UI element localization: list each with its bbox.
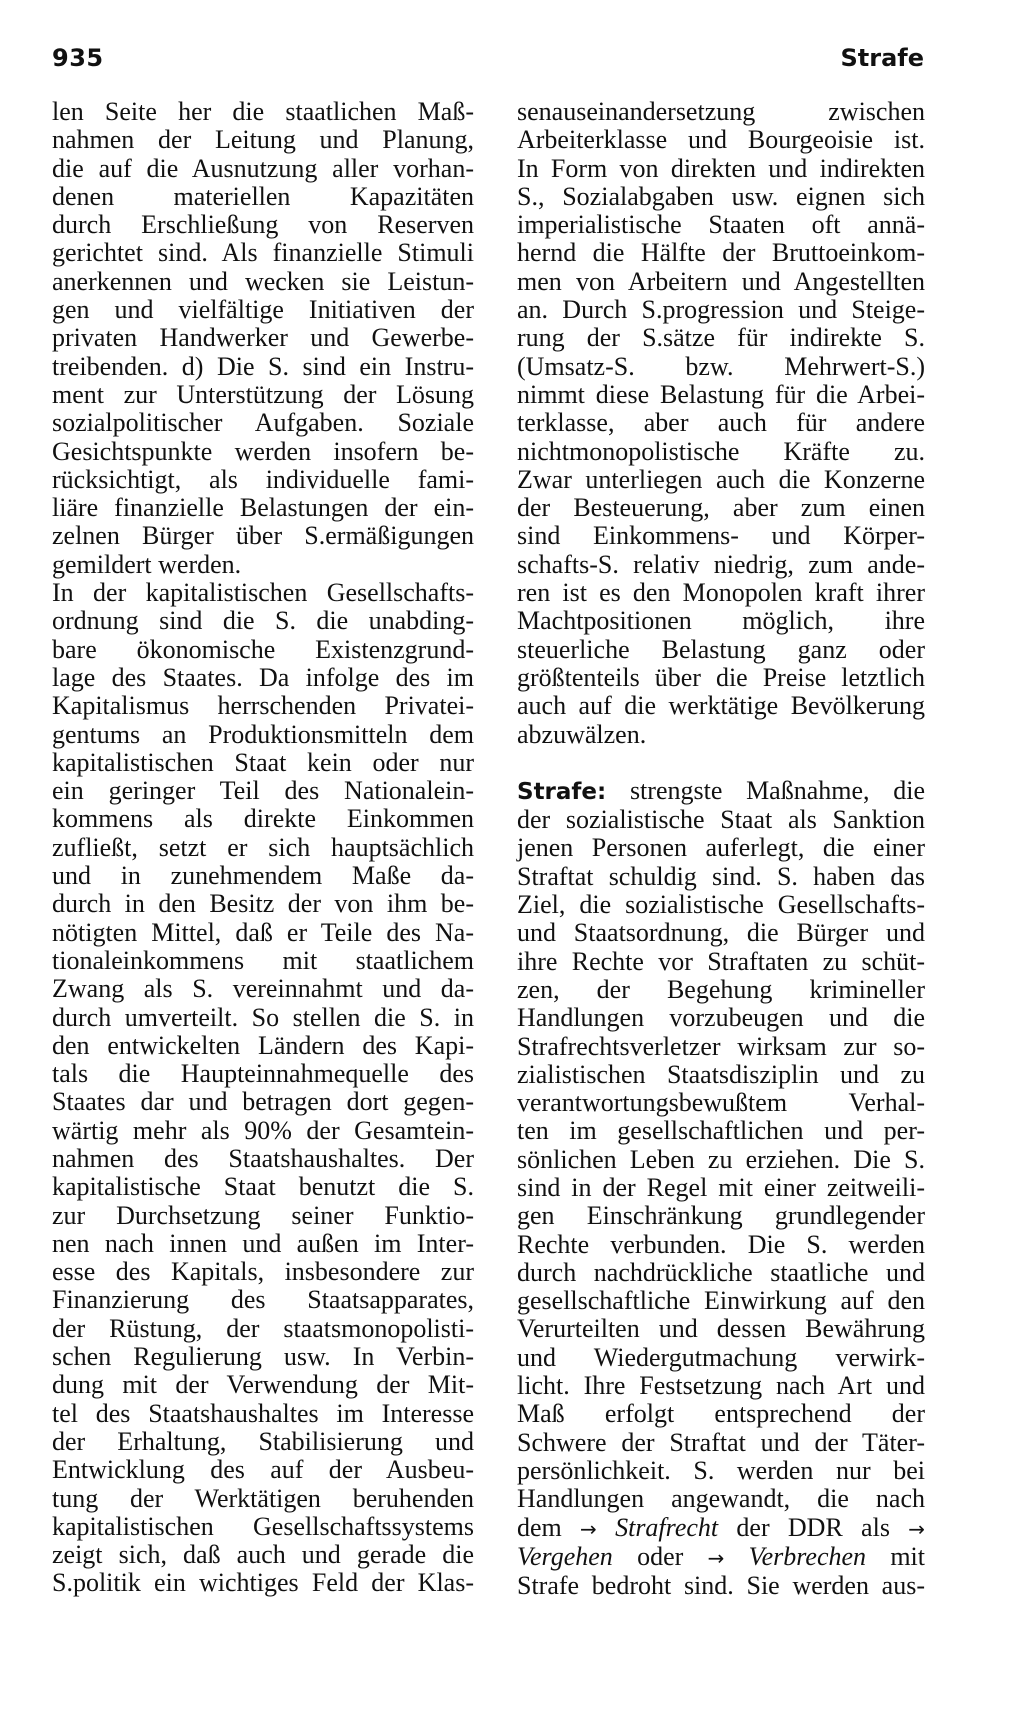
entry-last-line: Strafe bedroht sind. Sie werden aus- (517, 1571, 925, 1601)
text-line: der Erhaltung, Stabilisierung und (52, 1426, 474, 1456)
text-line: Verurteilten und dessen Bewährung (517, 1314, 925, 1344)
text-line: sind in der Regel mit einer zeitweili- (517, 1172, 925, 1202)
text-line: dung mit der Verwendung der Mit- (52, 1370, 474, 1400)
text-line: durch umverteilt. So stellen die S. in (52, 1002, 474, 1032)
text-line: verantwortungsbewußtem Verhal- (517, 1088, 925, 1118)
text-line: privaten Handwerker und Gewerbe- (52, 323, 474, 353)
text-line: nötigten Mittel, daß er Teile des Na- (52, 917, 474, 947)
text-line: größtenteils über die Preise letztlich (517, 662, 925, 692)
text-line: abzuwälzen. (517, 719, 647, 749)
text-line: nahmen des Staatshaushaltes. Der (52, 1143, 474, 1173)
text-line: rücksichtigt, als individuelle fami- (52, 464, 474, 494)
text-line: tals die Haupteinnahmequelle des (52, 1059, 474, 1089)
left-column (52, 98, 474, 1598)
entry-first-line-text: strengste Maßnahme, die (606, 775, 925, 805)
entry-body (517, 806, 925, 1513)
text-line: Ziel, die sozialistische Gesellschafts- (517, 890, 925, 920)
text-line: Schwere der Straftat und der Täter- (517, 1427, 925, 1457)
text-line: zelnen Bürger über S.ermäßigungen (52, 521, 474, 551)
arrow-icon: → (707, 1545, 725, 1570)
text-line: Kapitalismus herrschenden Privatei- (52, 691, 474, 721)
text-line: S., Sozialabgaben usw. eignen sich (517, 181, 925, 211)
text-line: Zwang als S. vereinnahmt und da- (52, 974, 474, 1004)
text-line: durch in den Besitz der von ihm be- (52, 889, 474, 919)
xref-vergehen[interactable]: Vergehen (517, 1541, 613, 1571)
text-line: terklasse, aber auch für andere (517, 408, 925, 438)
text-line: liäre finanzielle Belastungen der ein- (52, 493, 474, 523)
text-line: tel des Staatshaushaltes im Interesse (52, 1398, 474, 1428)
right-column-continuation (517, 98, 925, 749)
text-line: ordnung sind die S. die unabding- (52, 606, 474, 636)
text-line: und Wiedergutmachung verwirk- (517, 1342, 925, 1372)
text-line: denen materiellen Kapazitäten (52, 181, 474, 211)
text-line: anerkennen und wecken sie Leistun- (52, 266, 474, 296)
text-line: Straftat schuldig sind. S. haben das (517, 861, 925, 891)
cross-reference-line-2 (517, 1543, 925, 1572)
text-line: durch nachdrückliche staatliche und (517, 1257, 925, 1287)
text-line: gemildert werden. (52, 549, 242, 579)
text-line: der Rüstung, der staatsmonopolisti- (52, 1313, 474, 1343)
page-header (52, 44, 924, 84)
text-line: kommens als direkte Einkommen (52, 804, 474, 834)
text-line: nen nach innen und außen im Inter- (52, 1228, 474, 1258)
text-line: den entwickelten Ländern des Kapi- (52, 1030, 474, 1060)
text-line: sönlichen Leben zu erziehen. Die S. (517, 1144, 925, 1174)
entry-gap (517, 749, 925, 777)
text-line: auch auf die werktätige Bevölkerung (517, 691, 925, 721)
text-line: durch Erschließung von Reserven (52, 210, 474, 240)
text-line: Gesichtspunkte werden insofern be- (52, 436, 474, 466)
text-line: Entwicklung des auf der Ausbeu- (52, 1455, 474, 1485)
text-line: tung der Werktätigen beruhenden (52, 1483, 474, 1513)
text-line: lage des Staates. Da infolge des im (52, 662, 474, 692)
xref-text: dem (517, 1512, 581, 1542)
text-line: wärtig mehr als 90% der Gesamtein- (52, 1115, 474, 1145)
text-line: gentums an Produktionsmitteln dem (52, 719, 474, 749)
right-column (517, 98, 925, 1600)
arrow-icon: → (580, 1516, 597, 1541)
text-line: men von Arbeitern und Angestellten (517, 266, 925, 296)
text-line: kapitalistische Staat benutzt die S. (52, 1172, 474, 1202)
text-line: nichtmonopolistische Kräfte zu. (517, 436, 925, 466)
text-line: ment zur Unterstützung der Lösung (52, 379, 474, 409)
text-line: Handlungen vorzubeugen und die (517, 1003, 925, 1033)
entry-lemma: Strafe: (517, 778, 607, 805)
text-line: imperialistische Staaten oft annä- (517, 210, 925, 240)
text-line: steuerliche Belastung ganz oder (517, 634, 925, 664)
text-line: Strafrechtsverletzer wirksam zur so- (517, 1031, 925, 1061)
text-line: gen Einschränkung grundlegender (517, 1201, 925, 1231)
text-line: zeigt sich, daß auch und gerade die (52, 1540, 474, 1570)
text-line: zur Durchsetzung seiner Funktio- (52, 1200, 474, 1230)
text-line: kapitalistischen Gesellschaftssystems (52, 1511, 474, 1541)
text-line: gerichtet sind. Als finanzielle Stimuli (52, 238, 474, 268)
text-line: persönlichkeit. S. werden nur bei (517, 1455, 925, 1485)
text-line: nimmt diese Belastung für die Arbei- (517, 379, 925, 409)
text-line: esse des Kapitals, insbesondere zur (52, 1257, 474, 1287)
text-line: tionaleinkommens mit staatlichem (52, 945, 474, 975)
text-line: sozialpolitischer Aufgaben. Soziale (52, 408, 474, 438)
entry-first-line (517, 777, 925, 806)
xref-text: der DDR als (718, 1512, 909, 1542)
text-line: S.politik ein wichtiges Feld der Klas- (52, 1568, 474, 1598)
text-line: der Besteuerung, aber zum einen (517, 493, 925, 523)
text-line: und in zunehmendem Maße da- (52, 861, 474, 891)
text-line: (Umsatz-S. bzw. Mehrwert-S.) (517, 351, 925, 381)
text-line: gen und vielfältige Initiativen der (52, 295, 474, 325)
xref-strafrecht[interactable]: Strafrecht (596, 1512, 719, 1542)
text-line: kapitalistischen Staat kein oder nur (52, 747, 474, 777)
text-line: ren ist es den Monopolen kraft ihrer (517, 578, 925, 608)
text-line: zufließt, setzt er sich hauptsächlich (52, 832, 474, 862)
text-line: schafts-S. relativ niedrig, zum ande- (517, 549, 925, 579)
text-line: der sozialistische Staat als Sanktion (517, 805, 925, 835)
xref-text: oder (612, 1541, 708, 1571)
text-line: die auf die Ausnutzung aller vorhan- (52, 153, 474, 183)
text-line: ten im gesellschaftlichen und per- (517, 1116, 925, 1146)
text-line: zen, der Begehung krimineller (517, 974, 925, 1004)
text-line: an. Durch S.progression und Steige- (517, 295, 925, 325)
entry-strafe (517, 777, 925, 1601)
text-line: hernd die Hälfte der Bruttoeinkom- (517, 238, 925, 268)
text-line: jenen Personen auferlegt, die einer (517, 833, 925, 863)
text-line: zialistischen Staatsdisziplin und zu (517, 1059, 925, 1089)
text-line: Staates dar und betragen dort gegen- (52, 1087, 474, 1117)
text-line: Machtpositionen möglich, ihre (517, 606, 925, 636)
text-line: In Form von direkten und indirekten (517, 153, 925, 183)
xref-verbrechen[interactable]: Verbrechen (724, 1541, 867, 1571)
text-line: schen Regulierung usw. In Verbin- (52, 1342, 474, 1372)
text-line: ihre Rechte vor Straftaten zu schüt- (517, 946, 925, 976)
running-head: Strafe (840, 44, 924, 72)
text-line: und Staatsordnung, die Bürger und (517, 918, 925, 948)
arrow-icon: → (908, 1516, 925, 1541)
page-number: 935 (52, 44, 104, 72)
text-line: bare ökonomische Existenzgrund- (52, 634, 474, 664)
text-line: Handlungen angewandt, die nach (517, 1484, 925, 1514)
text-line: senauseinandersetzung zwischen (517, 97, 925, 126)
text-line: Zwar unterliegen auch die Konzerne (517, 464, 925, 494)
text-line: licht. Ihre Festsetzung nach Art und (517, 1371, 925, 1401)
text-line: Finanzierung des Staatsapparates, (52, 1285, 474, 1315)
text-line: Rechte verbunden. Die S. werden (517, 1229, 925, 1259)
text-line: Maß erfolgt entsprechend der (517, 1399, 925, 1429)
text-line: gesellschaftliche Einwirkung auf den (517, 1286, 925, 1316)
text-line: treibenden. d) Die S. sind ein Instru- (52, 351, 474, 381)
text-line: In der kapitalistischen Gesellschafts- (52, 578, 474, 608)
cross-reference-line-1 (517, 1514, 925, 1543)
text-line: Arbeiterklasse und Bourgeoisie ist. (517, 125, 925, 155)
xref-text: mit (866, 1541, 926, 1571)
text-line: rung der S.sätze für indirekte S. (517, 323, 925, 353)
text-line: nahmen der Leitung und Planung, (52, 125, 474, 155)
text-line: ein geringer Teil des Nationalein- (52, 776, 474, 806)
text-line: sind Einkommens- und Körper- (517, 521, 925, 551)
text-line: len Seite her die staatlichen Maß- (52, 97, 474, 126)
